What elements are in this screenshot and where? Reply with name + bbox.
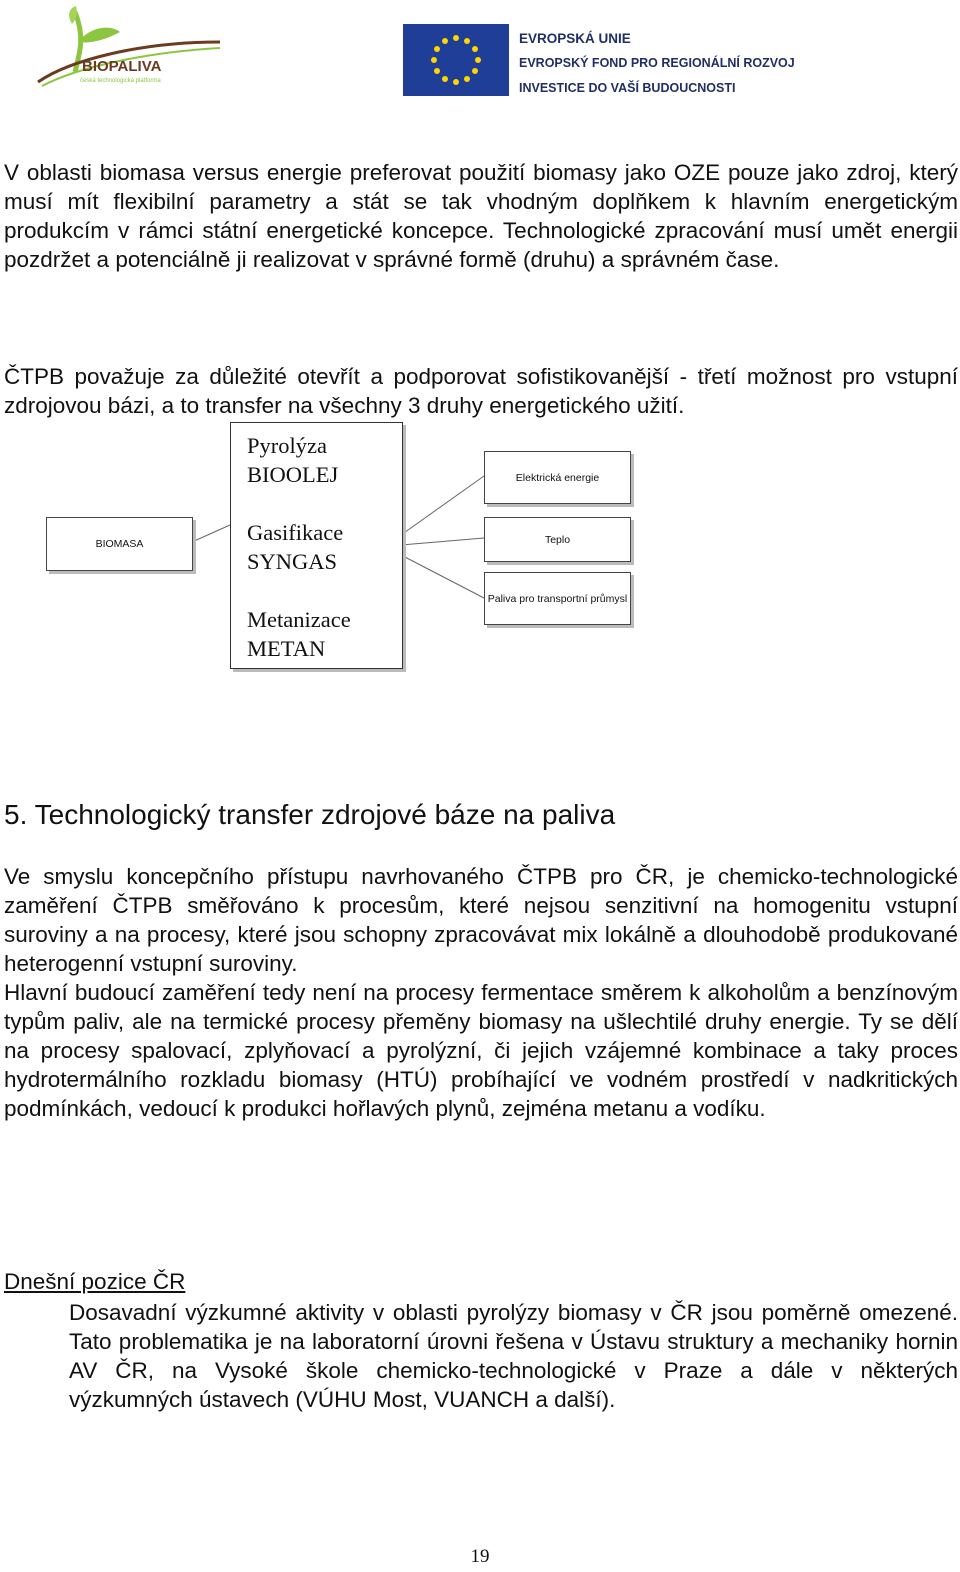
paragraph-current-position: Dosavadní výzkumné aktivity v oblasti pyrolýzy biomasy v ČR jsou poměrně omezené. Tato problematika je na laboratorní úrovni řešena v Ústavu struktury a mechaniky hornin AV ČR, na Vysoké škole chemicko-technologické v Praze a dále v některých výzkumných ústavech (VÚHU Most, VUANCH a další). <box>69 1300 958 1412</box>
output-transport-fuel-label: Paliva pro transportní průmysl <box>487 592 628 605</box>
biomasa-label: BIOMASA <box>95 538 144 550</box>
output-heat-box <box>484 517 631 562</box>
biopaliva-logo <box>30 2 230 94</box>
paragraph-concept-approach: Ve smyslu koncepčního přístupu navrhovaného ČTPB pro ČR, je chemicko-technologické zaměření ČTPB směřováno k procesům, které nejsou senzitivní na homogenitu vstupní suroviny a na procesy, které jsou schopny zpracovávat mix lokálně a dlouhodobě produkované heterogenní vstupní suroviny. <box>4 864 958 976</box>
process-gasification: Gasifikace <box>247 520 344 545</box>
paragraph-ctpb-third-option: ČTPB považuje za důležité otevřít a podporovat sofistikovanější - třetí možnost pro vstupní zdrojovou bázi, a to transfer na všechny 3 druhy energetického užití. <box>4 364 958 418</box>
eu-text-line3: INVESTICE DO VAŠÍ BUDOUCNOSTI <box>519 81 736 95</box>
biopaliva-logo-subtitle: česká technologická platforma <box>80 78 161 84</box>
output-heat-label: Teplo <box>544 533 571 546</box>
eu-flag <box>403 24 509 96</box>
subsection-heading: Dnešní pozice ČR <box>4 1269 186 1294</box>
page-number: 19 <box>470 1546 490 1567</box>
product-syngas: SYNGAS <box>247 549 338 574</box>
biopaliva-logo-text: BIOPALIVA <box>82 58 162 75</box>
biomasa-box <box>46 517 193 571</box>
processes-box <box>230 422 403 669</box>
eu-text-line1: EVROPSKÁ UNIE <box>519 31 631 46</box>
output-electricity-label: Elektrická energie <box>515 471 600 484</box>
process-methanization: Metanizace <box>247 607 351 632</box>
paragraph-biomass-energy: V oblasti biomasa versus energie preferovat použití biomasy jako OZE pouze jako zdroj, který musí mít flexibilní parametry a stát se tak vhodným doplňkem k hlavním energetickým produkcím v rámci státní energetické koncepce. Technologické zpracování musí umět energii pozdržet a potenciálně ji realizovat v správné formě (druhu) a správném čase. <box>4 160 958 272</box>
output-electricity-box <box>484 451 631 504</box>
eu-text-line2: EVROPSKÝ FOND PRO REGIONÁLNÍ ROZVOJ <box>519 56 795 70</box>
output-transport-fuel-box <box>484 572 631 625</box>
product-bioolej: BIOOLEJ <box>247 462 339 487</box>
process-pyrolysis: Pyrolýza <box>247 433 327 458</box>
product-metan: METAN <box>247 636 326 661</box>
paragraph-future-focus: Hlavní budoucí zaměření tedy není na procesy fermentace směrem k alkoholům a benzínovým typům paliv, ale na termické procesy přeměny biomasy na ušlechtilé druhy energie. Ty se dělí na procesy spalovací, zplyňovací a pyrolýzní, či jejich vzájemné kombinace a taky proces hydrotermálního rozkladu biomasy (HTÚ) probíhající ve vodném prostředí v nadkritických podmínkách, vedoucí k produkci hořlavých plynů, zejména metanu a vodíku. <box>4 980 958 1121</box>
section-heading: 5. Technologický transfer zdrojové báze na paliva <box>4 799 616 830</box>
eu-stars-icon <box>403 24 509 96</box>
